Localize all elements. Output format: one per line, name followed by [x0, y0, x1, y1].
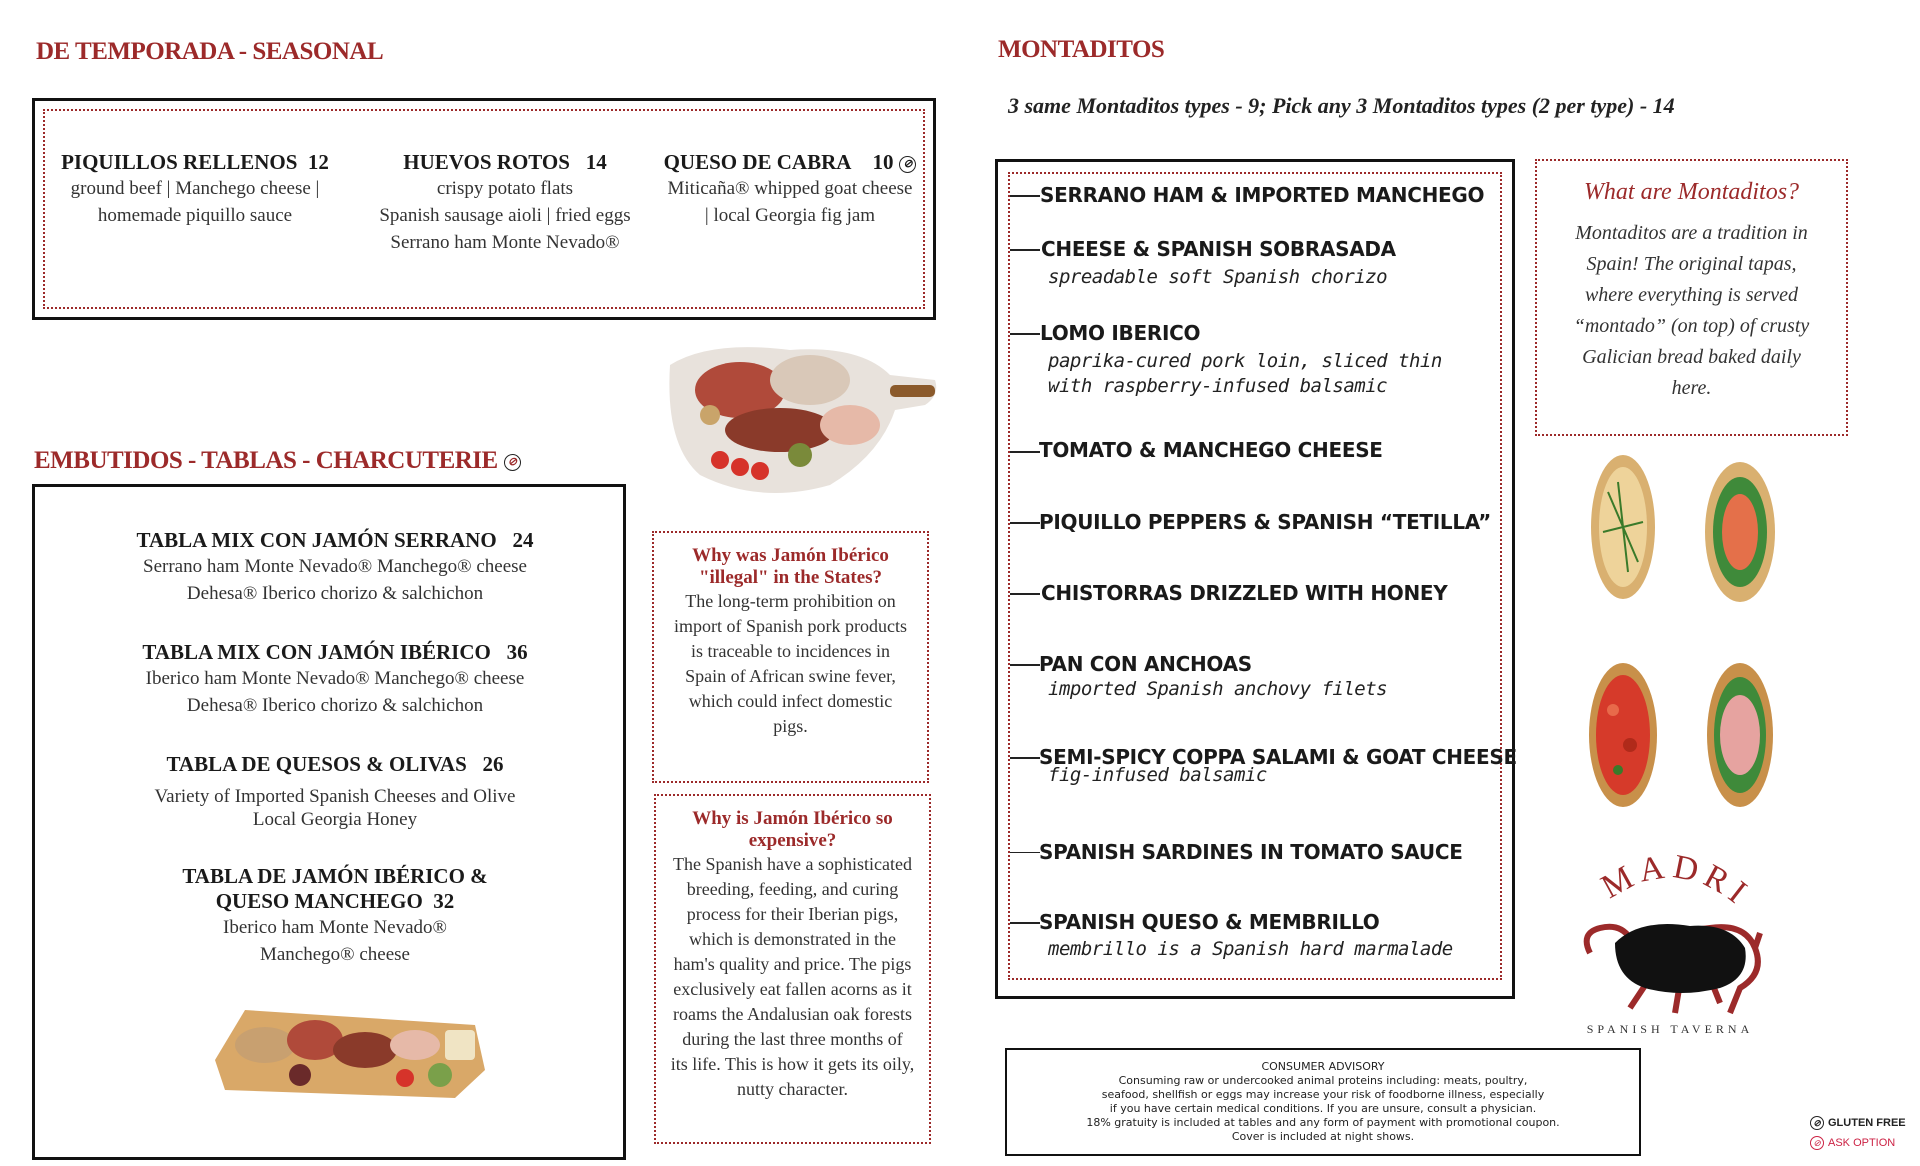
montadito-desc: imported Spanish anchovy filets — [1048, 678, 1388, 700]
item-name: TABLA DE JAMÓN IBÉRICO & — [182, 864, 488, 888]
charcuterie-item — [60, 528, 610, 607]
montadito-photos-top — [1568, 452, 1798, 612]
montaditos-pricing: 3 same Montaditos types - 9; Pick any 3 Montaditos types (2 per type) - 14 — [1008, 93, 1675, 118]
advisory-line: 18% gratuity is included at tables and any form of payment with promotional coupon. — [1086, 1116, 1560, 1129]
montadito-desc: fig-infused balsamic — [1048, 764, 1267, 786]
item-desc: Local Georgia Honey — [252, 809, 418, 830]
item-desc: Serrano ham Monte Nevado® — [390, 232, 620, 253]
box-title: expensive? — [748, 830, 837, 851]
charcuterie-platter-image — [205, 990, 490, 1105]
box-title: Why was Jamón Ibérico — [692, 545, 889, 566]
box-text: Galician bread baked daily — [1582, 346, 1801, 368]
montadito-item: SPANISH SARDINES IN TOMATO SAUCE — [1039, 840, 1463, 864]
item-price: 12 — [307, 150, 329, 174]
item-desc: crispy potato flats — [436, 178, 574, 199]
montadito-desc: spreadable soft Spanish chorizo — [1048, 266, 1388, 288]
charcuterie-item — [60, 752, 610, 830]
madrid-logo — [1560, 838, 1780, 1023]
item-price: 26 — [482, 752, 504, 776]
item-desc: homemade piquillo sauce — [97, 205, 293, 226]
bull-logo-icon — [1560, 838, 1780, 1018]
box-text: The long-term prohibition on — [685, 591, 896, 611]
box-text: import of Spanish pork products — [674, 616, 907, 636]
montadito-item: LOMO IBERICO — [1040, 321, 1201, 345]
charcuterie-item — [60, 864, 610, 968]
advisory-line: seafood, shellfish or eggs may increase your risk of foodborne illness, especially — [1101, 1088, 1545, 1101]
item-desc: Dehesa® Iberico chorizo & salchichon — [186, 583, 484, 604]
box-text: here. — [1671, 377, 1712, 399]
consumer-advisory-box — [1005, 1048, 1641, 1156]
logo-name: MADRI — [1595, 848, 1759, 915]
what-are-montaditos-box — [1535, 159, 1848, 436]
montaditos-title: MONTADITOS — [998, 36, 1165, 63]
montadito-photos-bottom — [1568, 650, 1798, 820]
box-text: during the last three months of — [682, 1029, 903, 1049]
legend-gluten-free — [1810, 1116, 1906, 1130]
item-desc: Spanish sausage aioli | fried eggs — [379, 205, 631, 226]
item-desc: Miticaña® whipped goat cheese — [667, 178, 913, 199]
box-text: “montado” (on top) of crusty — [1573, 315, 1810, 337]
box-text: its life. This is how it gets its oily, — [670, 1054, 915, 1074]
seasonal-item-queso — [650, 150, 930, 229]
item-name: HUEVOS ROTOS — [403, 150, 570, 174]
advisory-title: CONSUMER ADVISORY — [1261, 1060, 1385, 1073]
box-text: Spain of African swine fever, — [685, 666, 896, 686]
item-desc: Variety of Imported Spanish Cheeses and Olive — [154, 786, 516, 807]
box-text: breeding, feeding, and curing — [686, 879, 899, 899]
montadito-item: SEMI-SPICY COPPA SALAMI & GOAT CHEESE — [1039, 745, 1517, 769]
item-name: QUESO DE CABRA — [663, 150, 852, 174]
box-text: pigs. — [773, 716, 808, 736]
montadito-item: PAN CON ANCHOAS — [1039, 652, 1252, 676]
seasonal-item-huevos — [360, 150, 650, 256]
item-price: 36 — [506, 640, 528, 664]
gluten-free-icon: ⊘ — [899, 156, 916, 173]
item-name: TABLA MIX CON JAMÓN IBÉRICO — [142, 640, 491, 664]
montadito-item: PIQUILLO PEPPERS & SPANISH “TETILLA” — [1039, 510, 1491, 534]
svg-text:MADRID — [1560, 838, 1758, 914]
charcuterie-title-text: EMBUTIDOS - TABLAS - CHARCUTERIE — [34, 447, 498, 474]
seasonal-item-piquillos — [50, 150, 340, 229]
box-title: Why is Jamón Ibérico so — [692, 808, 893, 829]
logo-tagline: SPANISH TAVERNA — [1586, 1022, 1754, 1036]
item-name: PIQUILLOS RELLENOS — [61, 150, 298, 174]
box-text: process for their Iberian pigs, — [686, 904, 899, 924]
item-desc: | local Georgia fig jam — [704, 205, 876, 226]
advisory-line: if you have certain medical conditions. If you are unsure, consult a physician. — [1109, 1102, 1537, 1115]
legend-label: GLUTEN FREE — [1828, 1116, 1906, 1129]
advisory-line: Consuming raw or undercooked animal proteins including: meats, poultry, — [1118, 1074, 1528, 1087]
box-text: Spain! The original tapas, — [1586, 253, 1797, 275]
item-desc: Serrano ham Monte Nevado® Manchego® cheese — [143, 556, 527, 577]
box-text: exclusively eat fallen acorns as it — [673, 979, 912, 999]
illegal-info-box — [652, 531, 929, 783]
item-desc: Dehesa® Iberico chorizo & salchichon — [186, 695, 484, 716]
montadito-item: SERRANO HAM & IMPORTED MANCHEGO — [1040, 183, 1485, 207]
expensive-info-box — [654, 794, 931, 1144]
item-name: TABLA DE QUESOS & OLIVAS — [166, 752, 467, 776]
gluten-free-icon: ⊘ — [504, 454, 521, 471]
box-text: ham's quality and price. The pigs — [673, 954, 912, 974]
seasonal-title: DE TEMPORADA - SEASONAL — [36, 38, 384, 65]
box-text: roams the Andalusian oak forests — [673, 1004, 912, 1024]
montadito-desc: with raspberry-infused balsamic — [1048, 375, 1388, 397]
montadito-item: CHISTORRAS DRIZZLED WITH HONEY — [1041, 581, 1448, 605]
item-desc: Iberico ham Monte Nevado® Manchego® cheese — [145, 668, 525, 689]
item-price: 24 — [512, 528, 534, 552]
gluten-free-icon: ⊘ — [1810, 1116, 1824, 1130]
box-text: Montaditos are a tradition in — [1575, 222, 1808, 244]
ask-option-icon: ⊘ — [1810, 1136, 1824, 1150]
item-desc: Iberico ham Monte Nevado® — [223, 917, 447, 938]
box-text: where everything is served — [1584, 284, 1799, 306]
box-text: which is demonstrated in the — [689, 929, 896, 949]
montadito-item: TOMATO & MANCHEGO CHEESE — [1039, 438, 1383, 462]
legend-ask-option — [1810, 1136, 1895, 1150]
item-desc: ground beef | Manchego cheese | — [70, 178, 320, 199]
item-price: 32 — [433, 889, 455, 913]
item-price: 14 — [585, 150, 607, 174]
montadito-desc: membrillo is a Spanish hard marmalade — [1048, 938, 1453, 960]
item-name: TABLA MIX CON JAMÓN SERRANO — [136, 528, 497, 552]
advisory-line: Cover is included at night shows. — [1231, 1130, 1415, 1143]
item-price: 10 — [872, 150, 894, 174]
charcuterie-title — [34, 447, 521, 475]
item-desc: Manchego® cheese — [259, 944, 410, 965]
legend-label: ASK OPTION — [1828, 1136, 1896, 1149]
charcuterie-board-image — [650, 335, 940, 505]
montadito-item: SPANISH QUESO & MEMBRILLO — [1039, 910, 1380, 934]
item-name-line2: QUESO MANCHEGO — [215, 889, 423, 913]
box-title: What are Montaditos? — [1583, 179, 1800, 205]
montadito-item: CHEESE & SPANISH SOBRASADA — [1041, 237, 1396, 261]
box-text: nutty character. — [737, 1079, 848, 1099]
montadito-desc: paprika-cured pork loin, sliced thin — [1048, 350, 1442, 372]
box-text: is traceable to incidences in — [691, 641, 890, 661]
box-text: The Spanish have a sophisticated — [673, 854, 912, 874]
charcuterie-item — [60, 640, 610, 719]
box-text: which could infect domestic — [688, 691, 893, 711]
box-title: "illegal" in the States? — [698, 567, 883, 588]
